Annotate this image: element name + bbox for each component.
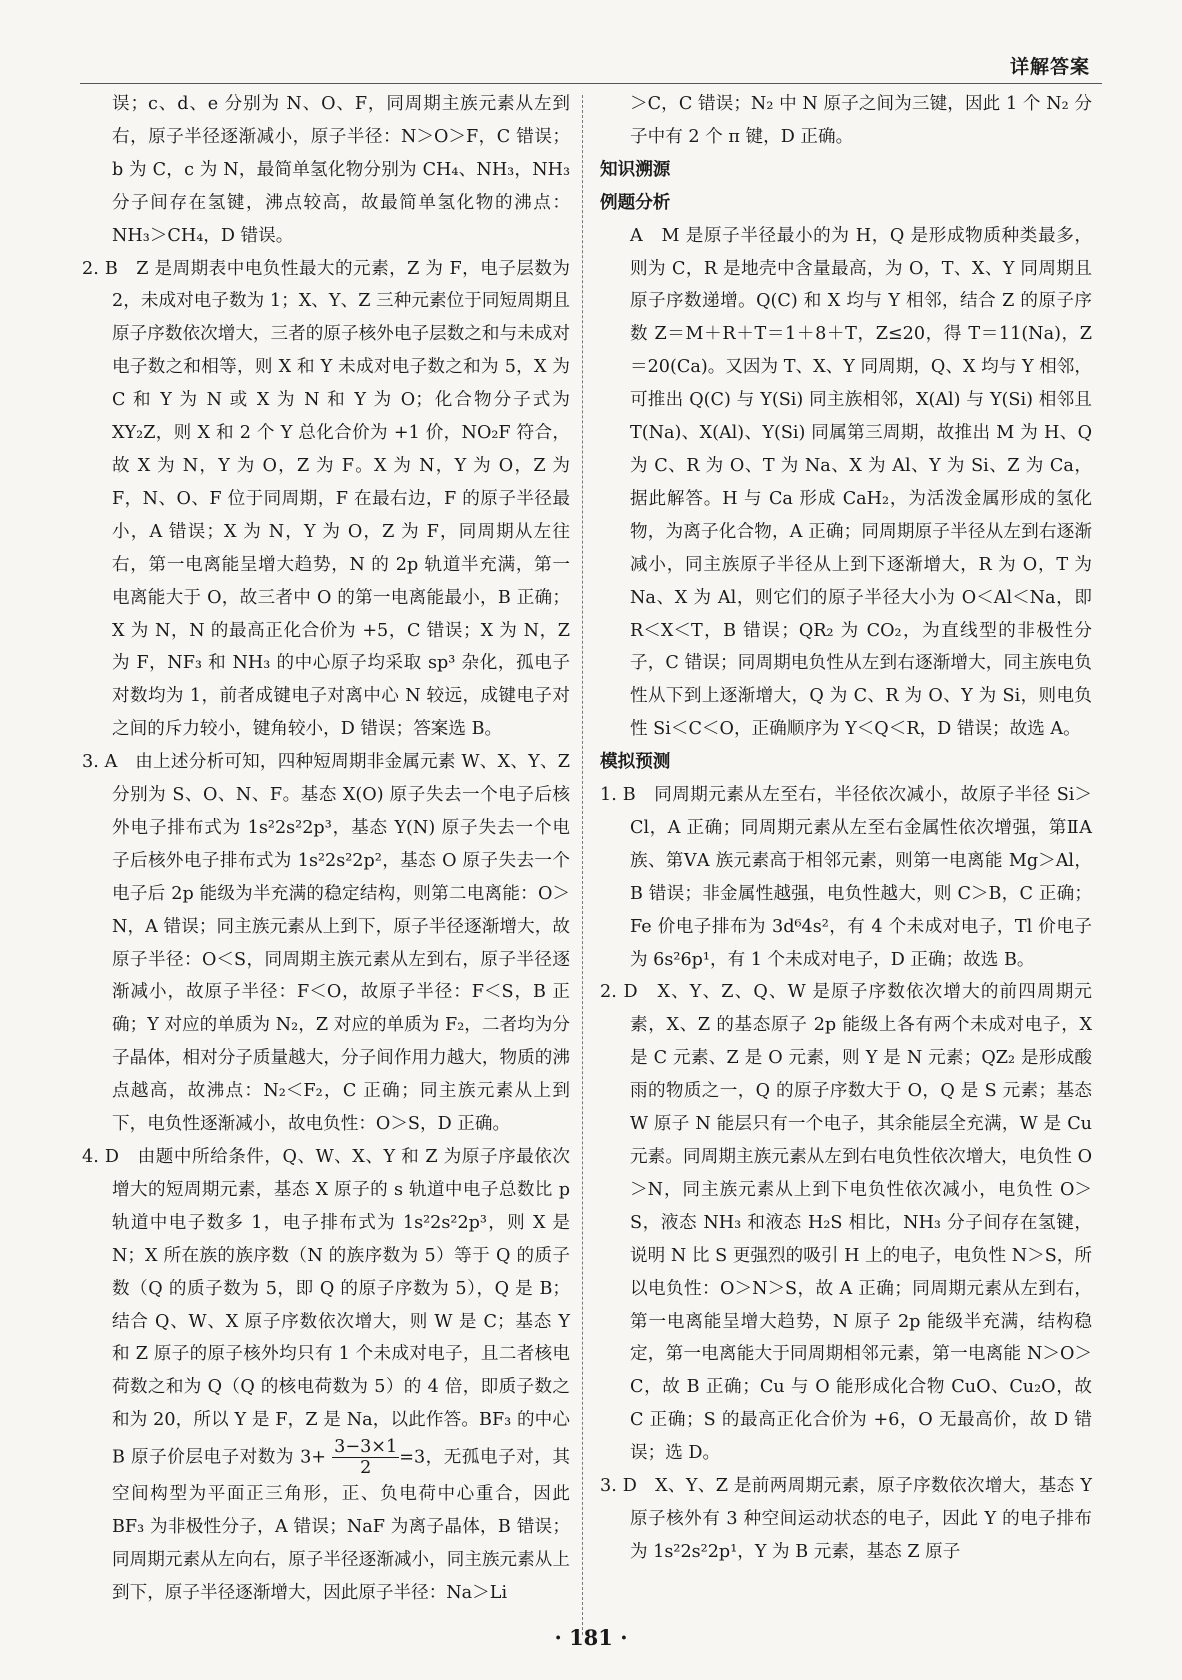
simulation-item-1: 1. B 同周期元素从左至右，半径依次减小，故原子半径 Si＞Cl，A 正确；同周期元素从左至右金属性依次增强，第ⅡA 族、第ⅤA 族元素高于相邻元素，则第一电离能 Mg＞Al，B 错误；非金属性越强，电负性越大，则 C＞B，C 正确；Fe 价电子排布为 3d⁶4s²，有 4 个未成对电子，Tl 价电子为 6s²6p¹，有 1 个未成对电子，D 正确；故选 B。 [600,785,1092,970]
answer-item-2: 2. B Z 是周期表中电负性最大的元素，Z 为 F，电子层数为 2，未成对电子数为 1；X、Y、Z 三种元素位于同短周期且原子序数依次增大，三者的原子核外电子层数之和与未成对电子数之和相等，则 X 和 Y 未成对电子数之和为 5，X 为 C 和 Y 为 N 或 X 为 N 和 Y 为 O；化合物分子式为 XY₂Z，则 X 和 2 个 Y 总化合价为 +1 价，NO₂F 符合，故 X 为 N，Y 为 O，Z 为 F。X 为 N，Y 为 O，Z 为 F，N、O、F 位于同周期，F 在最右边，F 的原子半径最小，A 错误；X 为 N，Y 为 O，Z 为 F，同周期从左往右，第一电离能呈增大趋势，N 的 2p 轨道半充满，第一电离能大于 O，故三者中 O 的第一电离能最小，B 正确；X 为 N，N 的最高正化合价为 +5，C 错误；X 为 N，Z 为 F，NF₃ 和 NH₃ 的中心原子均采取 sp³ 杂化，孤电子对数均为 1，前者成键电子对离中心 N 较远，成键电子对之间的斥力较小，键角较小，D 错误；答案选 B。 [82,258,570,740]
left-column [82,88,570,1610]
section-simulation-title: 模拟预测 [600,752,671,773]
right-column [600,88,1092,1569]
header-rule [80,83,1102,84]
answer-item-3: 3. A 由上述分析可知，四种短周期非金属元素 W、X、Y、Z 分别为 S、O、N、F。基态 X(O) 原子失去一个电子后核外电子排布式为 1s²2s²2p³，基态 Y(N) 原子失去一个电子后核外电子排布式为 1s²2s²2p²，基态 O 原子失去一个电子后 2p 能级为半充满的稳定结构，则第二电离能：O＞N，A 错误；同主族元素从上到下，原子半径逐渐增大，故原子半径：O＜S，同周期主族元素从左到右，原子半径逐渐减小，故原子半径：F＜O，故原子半径：F＜S，B 正确；Y 对应的单质为 N₂，Z 对应的单质为 F₂，二者均为分子晶体，相对分子质量越大，分子间作用力越大，物质的沸点越高，故沸点：N₂＜F₂，C 正确；同主族元素从上到下，电负性逐渐减小，故电负性：O＞S，D 正确。 [82,752,570,1135]
section-example-title: 例题分析 [600,192,671,213]
simulation-item-2: 2. D X、Y、Z、Q、W 是原子序数依次增大的前四周期元素，X、Z 的基态原子 2p 能级上各有两个未成对电子，X 是 C 元素、Z 是 O 元素，则 Y 是 N 元素；QZ₂ 是形成酸雨的物质之一，Q 的原子序数大于 O，Q 是 S 元素；基态 W 原子 N 能层只有一个电子，其余能层全充满，W 是 Cu 元素。同周期主族元素从左到右电负性依次增大，电负性 O＞N，同主族元素从上到下电负性依次减小，电负性 O＞S，液态 NH₃ 和液态 H₂S 相比，NH₃ 分子间存在氢键，说明 N 比 S 更强烈的吸引 H 上的电子，电负性 N＞S，所以电负性：O＞N＞S，故 A 正确；同周期元素从左到右，第一电离能呈增大趋势，N 原子 2p 能级半充满，结构稳定，第一电离能大于同周期相邻元素，第一电离能 N＞O＞C，故 B 正确；Cu 与 O 能形成化合物 CuO、Cu₂O，故 C 正确；S 的最高正化合价为 +6，O 无最高价，故 D 错误；选 D。 [600,982,1092,1464]
example-analysis-text: A M 是原子半径最小的为 H，Q 是形成物质种类最多，则为 C，R 是地壳中含量最高，为 O，T、X、Y 同周期且原子序数递增。Q(C) 和 X 均与 Y 相邻，结合 Z 的原子序数 Z＝M＋R＋T＝1＋8＋T，Z≤20，得 T＝11(Na)，Z＝20(Ca)。又因为 T、X、Y 同周期，Q、X 均与 Y 相邻，可推出 Q(C) 与 Y(Si) 同主族相邻，X(Al) 与 Y(Si) 相邻且 T(Na)、X(Al)、Y(Si) 同属第三周期，故推出 M 为 H、Q 为 C、R 为 O、T 为 Na、X 为 Al、Y 为 Si、Z 为 Ca，据此解答。H 与 Ca 形成 CaH₂，为活泼金属形成的氢化物，为离子化合物，A 正确；同周期原子半径从左到右逐渐减小，同主族原子半径从上到下逐渐增大，R 为 O，T 为 Na、X 为 Al，则它们的原子半径大小为 O＜Al＜Na，即 R＜X＜T，B 错误；QR₂ 为 CO₂，为直线型的非极性分子，C 错误；同周期电负性从左到右逐渐增大，同主族电负性从下到上逐渐增大，Q 为 C、R 为 O、Y 为 Si，则电负性 Si＜C＜O，正确顺序为 Y＜Q＜R，D 错误；故选 A。 [630,225,1092,740]
answer-item-4-continued: ＞C，C 错误；N₂ 中 N 原子之间为三键，因此 1 个 N₂ 分子中有 2 个 π 键，D 正确。 [630,94,1092,147]
fraction-denominator: 2 [360,1458,372,1479]
section-knowledge-title: 知识溯源 [600,159,671,180]
fraction-numerator: 3−3×1 [334,1437,398,1458]
page-number: · 181 · [554,1625,628,1650]
answer-paragraph-continued: 误；c、d、e 分别为 N、O、F，同周期主族元素从左到右，原子半径逐渐减小，原子半径：N＞O＞F，C 错误；b 为 C，c 为 N，最简单氢化物分别为 CH₄、NH₃，NH₃ 分子间存在氢键，沸点较高，故最简单氢化物的沸点：NH₃＞CH₄，D 错误。 [112,94,570,246]
fraction [332,1437,399,1478]
simulation-item-3: 3. D X、Y、Z 是前两周期元素，原子序数依次增大，基态 Y 原子核外有 3 种空间运动状态的电子，因此 Y 的电子排布为 1s²2s²2p¹，Y 为 B 元素，基态 Z 原子 [600,1476,1092,1562]
answer-item-4-text: 4. D 由题中所给条件，Q、W、X、Y 和 Z 为原子序最依次增大的短周期元素，基态 X 原子的 s 轨道中电子总数比 p 轨道中电子数多 1，电子排布式为 1s²2s²2p³，则 X 是 N；X 所在族的族序数（N 的族序数为 5）等于 Q 的质子数（Q 的质子数为 5，即 Q 的原子序数为 5），Q 是 B；结合 Q、W、X 原子序数依次增大，则 W 是 C；基态 Y 和 Z 原子的原子核外均只有 1 个未成对电子，且二者核电荷数之和为 Q（Q 的核电荷数为 5）的 4 倍，即质子数之和为 20，所以 Y 是 F，Z 是 Na，以此作答。BF₃ 的中心 B 原子价层电子对数为 3+ [82,1147,570,1468]
column-divider [582,95,583,1635]
answer-item-4 [82,1141,570,1610]
page-header-title: 详解答案 [1009,56,1090,78]
answer-item-4-text-cont: =3，无孤电子对，其空间构型为平面正三角形，正、负电荷中心重合，因此 BF₃ 为非极性分子，A 错误；NaF 为离子晶体，B 错误；同周期元素从左向右，原子半径逐渐减小，同主族元素从上到下，原子半径逐渐增大，因此原子半径：Na＞Li [112,1447,570,1603]
